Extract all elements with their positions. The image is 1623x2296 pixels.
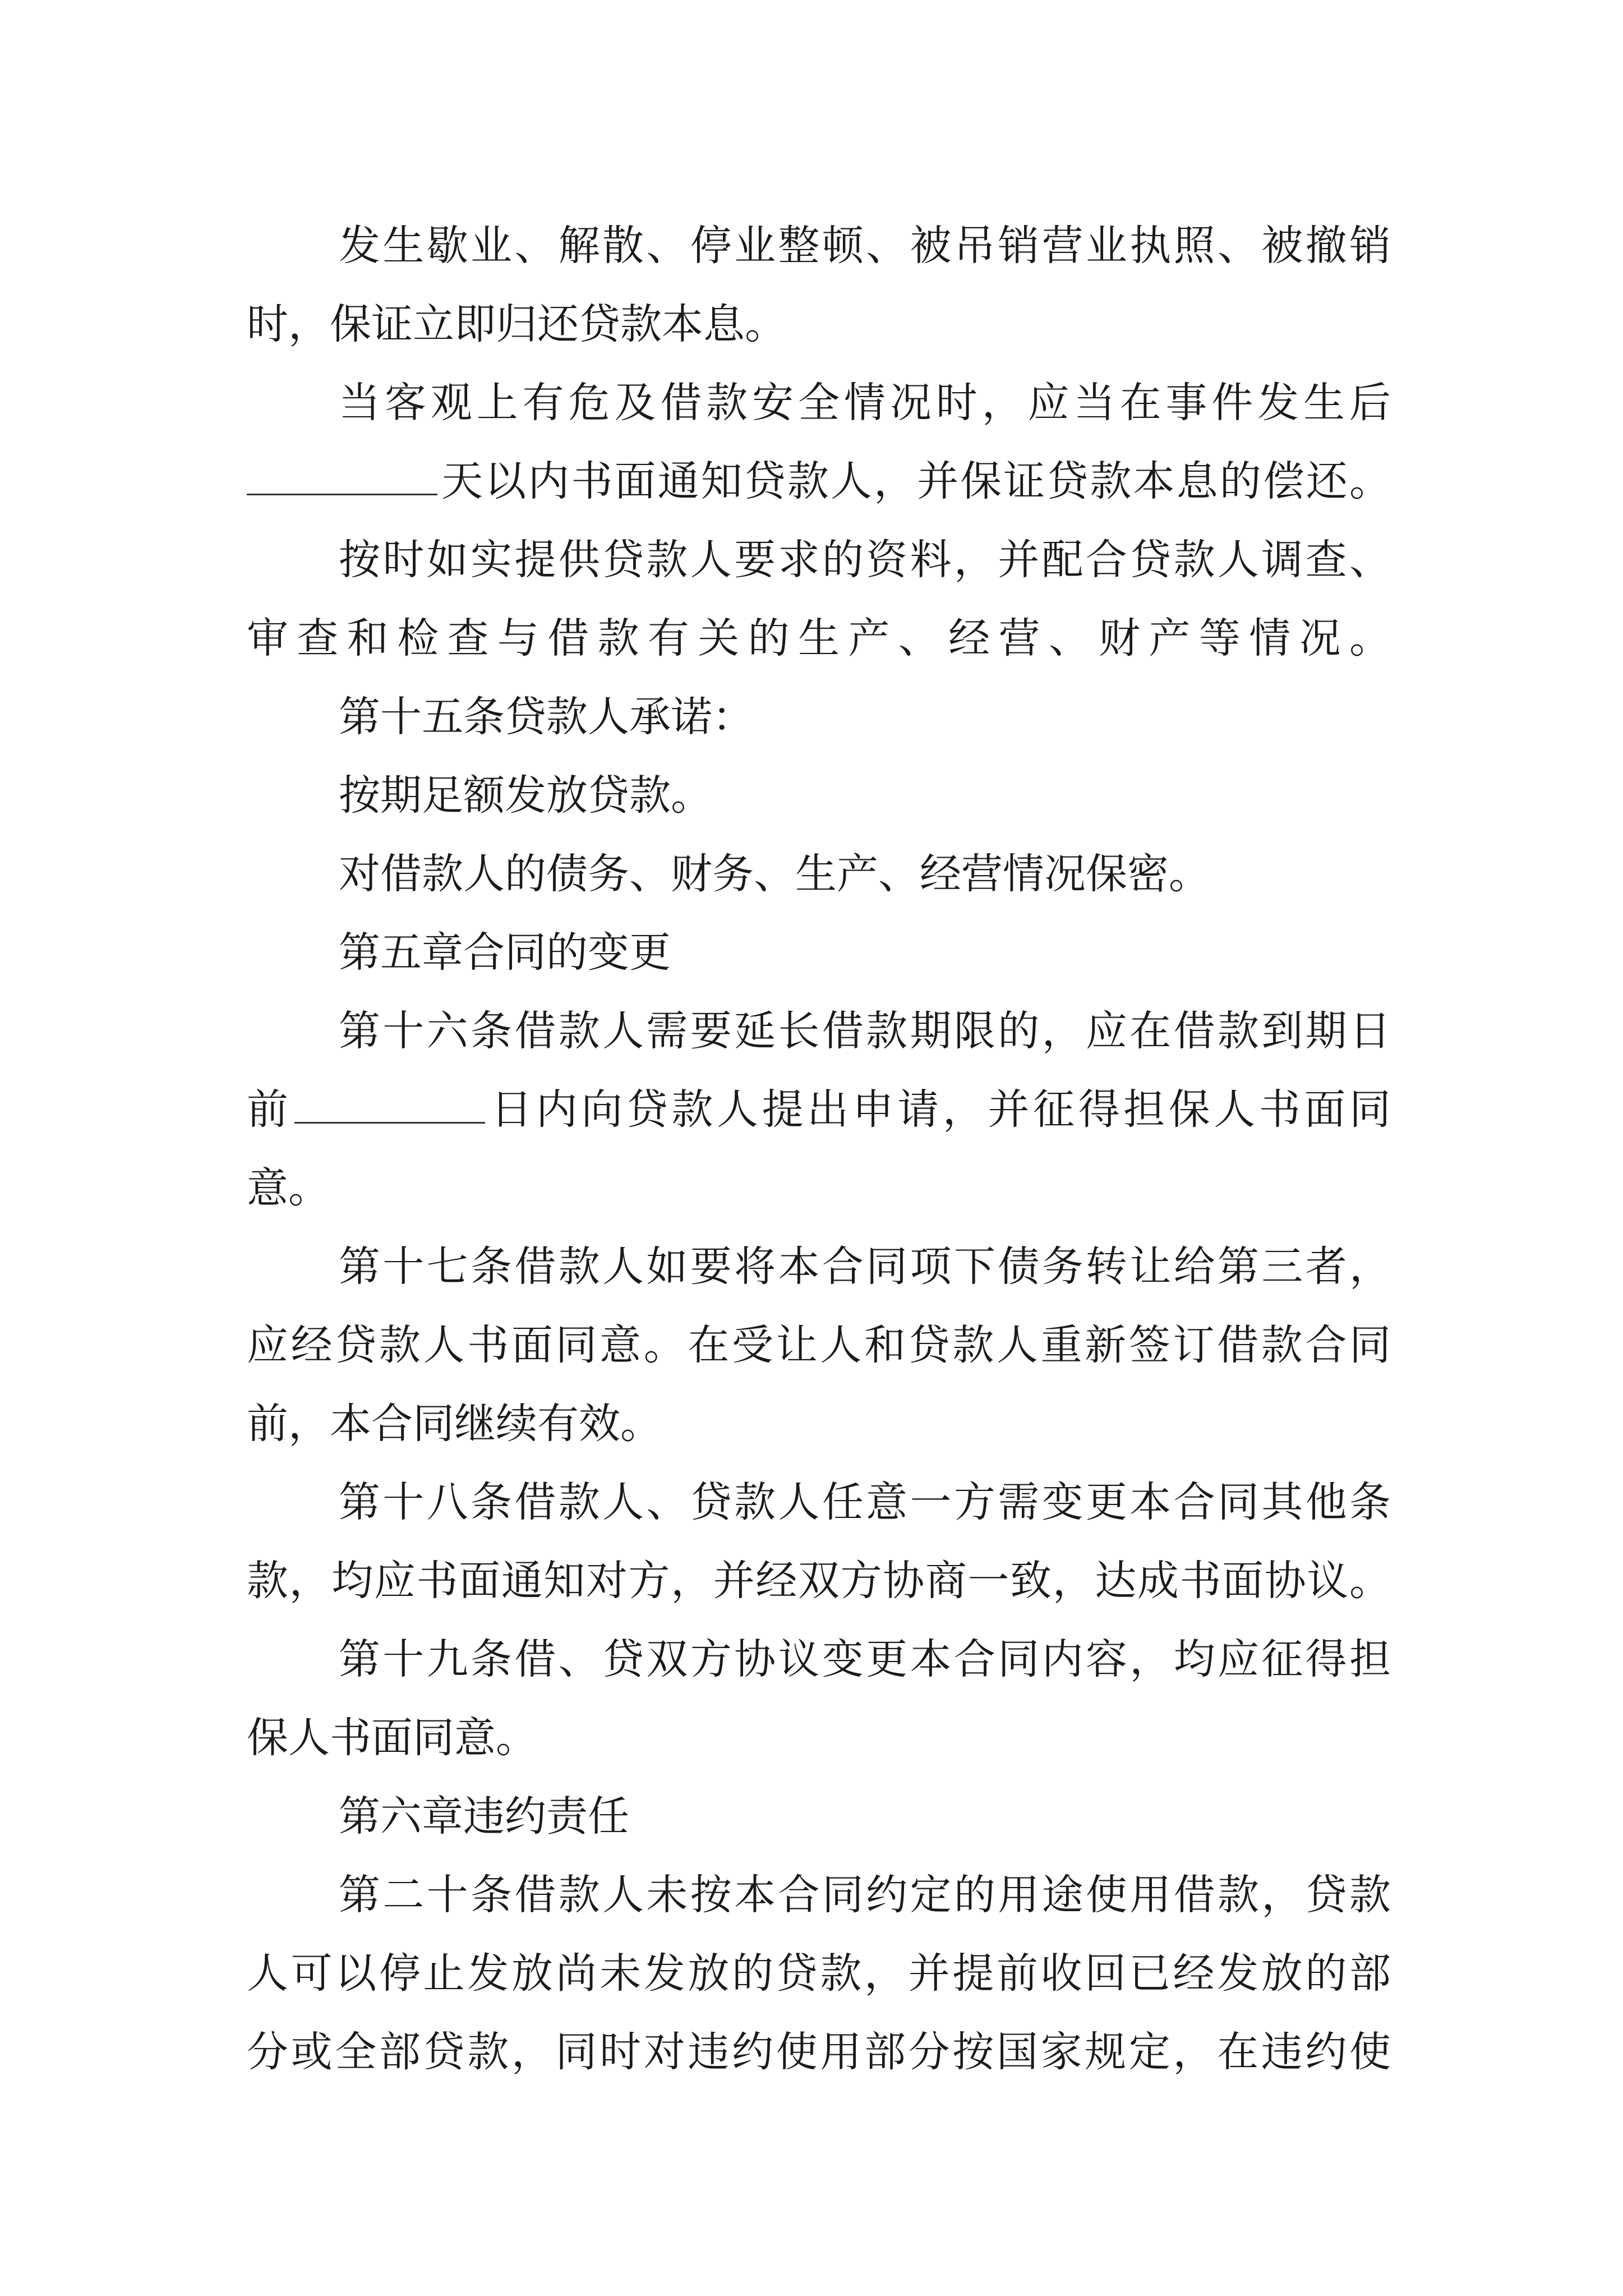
text-line-after-blank: 日内向贷款人提出申请，并征得担保人书面同 [487, 1085, 1391, 1134]
text-line [247, 442, 1391, 521]
text-line: 当客观上有危及借款安全情况时，应当在事件发生后 [339, 379, 1391, 427]
text-line: 保人书面同意。 [247, 1714, 537, 1762]
text-line: 时，保证立即归还贷款本息。 [247, 300, 786, 348]
text-line-after-blank: 天以内书面通知贷款人，并保证贷款本息的偿还。 [440, 457, 1391, 505]
text-line: 第二十条借款人未按本合同约定的用途使用借款，贷款 [339, 1871, 1391, 1919]
text-line: 第十七条借款人如要将本合同项下债务转让给第三者， [339, 1243, 1391, 1291]
text-line: 前，本合同继续有效。 [247, 1400, 662, 1448]
text-line-before-blank: 前 [247, 1085, 292, 1134]
text-line: 审查和检查与借款有关的生产、经营、财产等情况。 [247, 614, 1391, 662]
chapter-heading: 第五章合同的变更 [339, 928, 671, 977]
section-heading: 第十五条贷款人承诺： [339, 693, 754, 741]
fill-in-blank [294, 1080, 485, 1124]
text-line: 第十九条借、贷双方协议变更本合同内容，均应征得担 [339, 1635, 1391, 1683]
text-line: 按期足额发放贷款。 [339, 771, 712, 820]
fill-in-blank [247, 452, 437, 495]
chapter-heading: 第六章违约责任 [339, 1792, 629, 1841]
text-line: 款，均应书面通知对方，并经双方协商一致，达成书面协议。 [247, 1557, 1391, 1605]
text-line: 按时如实提供贷款人要求的资料，并配合贷款人调查、 [339, 536, 1391, 584]
text-line: 第十六条借款人需要延长借款期限的，应在借款到期日 [339, 1007, 1391, 1055]
text-line: 发生歇业、解散、停业整顿、被吊销营业执照、被撤销 [339, 222, 1391, 270]
text-line: 对借款人的债务、财务、生产、经营情况保密。 [339, 850, 1210, 898]
text-line: 第十八条借款人、贷款人任意一方需变更本合同其他条 [339, 1478, 1391, 1526]
text-line: 意。 [247, 1164, 330, 1212]
text-line [247, 1070, 1391, 1149]
text-line: 人可以停止发放尚未发放的贷款，并提前收回已经发放的部 [247, 1949, 1391, 1998]
text-line: 应经贷款人书面同意。在受让人和贷款人重新签订借款合同 [247, 1321, 1391, 1369]
text-line: 分或全部贷款，同时对违约使用部分按国家规定，在违约使 [247, 2028, 1391, 2076]
